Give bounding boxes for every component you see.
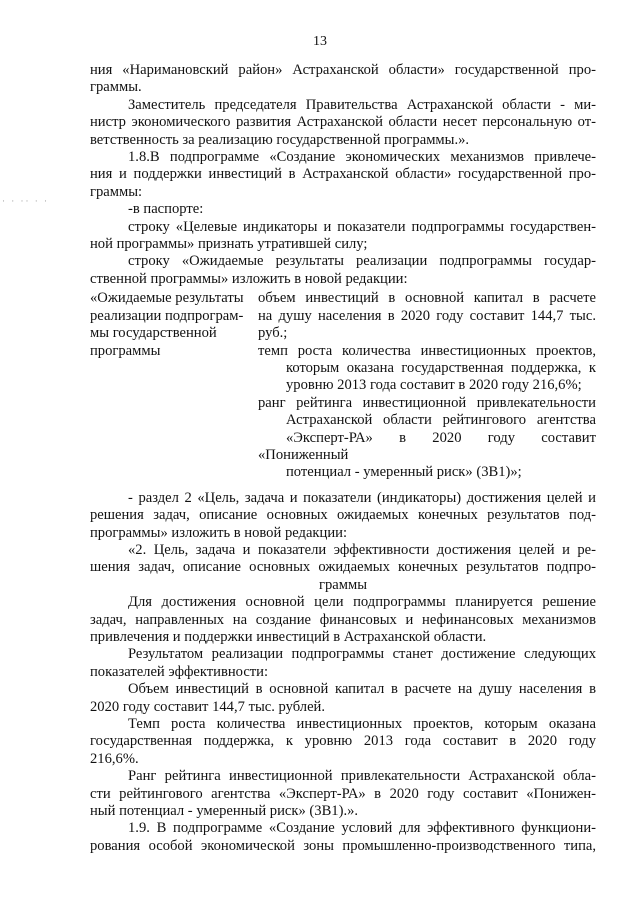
text-line: «Ожидаемые результаты xyxy=(90,290,244,307)
text-line: «Эксперт-РА» в 2020 году составит «Пониженный xyxy=(258,429,596,463)
text-line: Ранг рейтинга инвестиционной привлекательности Астраханской обла- xyxy=(128,768,596,785)
text-line: задач, направленных на создание финансовых и нефинансовых механизмов xyxy=(90,611,596,628)
text-line: 216,6%. xyxy=(90,750,139,767)
text-line: -в паспорте: xyxy=(128,201,204,218)
table-label-cell xyxy=(90,290,258,481)
text-line: которым оказана государственная поддержка, к xyxy=(286,359,596,376)
text-line: привлечения и поддержки инвестиций в Астраханской области. xyxy=(90,629,487,645)
text-line: рования особой экономической зоны промышленно-производственного типа, xyxy=(90,837,596,854)
text-line: объем инвестиций в основной капитал в расчете xyxy=(258,290,596,307)
text-line: 1.9. В подпрограмме «Создание условий для эффективного функциони- xyxy=(128,820,596,837)
section-heading: граммы xyxy=(318,576,368,593)
text-line: Заместитель председателя Правительства Астраханской области - ми- xyxy=(128,96,596,113)
text-line: 2020 году составит 144,7 тыс. рублей. xyxy=(90,698,326,715)
text-line: ственной программы» изложить в новой редакции: xyxy=(90,270,408,287)
document-body xyxy=(90,62,596,855)
text-line: - раздел 2 «Цель, задача и показатели (индикаторы) достижения целей и xyxy=(128,489,596,506)
text-line: ветственность за реализацию государственной программы.». xyxy=(90,131,470,148)
text-line: ранг рейтинга инвестиционной привлекательности xyxy=(258,394,596,411)
text-line: Для достижения основной цели подпрограммы планируется решение xyxy=(128,594,596,611)
text-line: программы xyxy=(90,342,161,359)
text-line: государственная поддержка, к уровню 2013 года составит в 2020 году xyxy=(90,733,596,750)
text-line: ния и поддержки инвестиций в Астраханской области» государственной про- xyxy=(90,166,596,183)
text-line: реализации подпрограм- xyxy=(90,307,244,324)
section-heading: шения задач, описание основных ожидаемых конечных результатов подпро- xyxy=(90,559,596,576)
text-line: Объем инвестиций в основной капитал в расчете на душу населения в xyxy=(128,681,596,698)
text-line: руб.; xyxy=(258,325,288,342)
text-line: нистр экономического развития Астраханской области несет персональную от- xyxy=(90,114,596,131)
section-heading: «2. Цель, задача и показатели эффективности достижения целей и ре- xyxy=(128,541,596,558)
text-line: потенциал - умеренный риск» (3В1)»; xyxy=(286,464,522,481)
text-line: граммы: xyxy=(90,183,143,200)
text-line: сти рейтингового агентства «Эксперт-РА» в 2020 году составит «Понижен- xyxy=(90,785,596,802)
text-line: ния «Наримановский район» Астраханской области» государственной про- xyxy=(90,62,596,78)
table-value-cell xyxy=(258,290,596,481)
page-number: 13 xyxy=(313,34,327,49)
text-line: строку «Целевые индикаторы и показатели подпрограммы государствен- xyxy=(128,218,596,235)
text-line: Результатом реализации подпрограммы станет достижение следующих xyxy=(128,646,596,663)
text-line: ной программы» признать утратившей силу; xyxy=(90,236,368,253)
passport-table xyxy=(90,290,596,481)
text-line: граммы. xyxy=(90,79,142,96)
text-line: показателей эффективности: xyxy=(90,663,269,680)
text-line: мы государственной xyxy=(90,325,217,342)
text-line: темп роста количества инвестиционных проектов, xyxy=(258,342,596,359)
text-line: строку «Ожидаемые результаты реализации подпрограммы государ- xyxy=(128,253,596,270)
text-line: уровню 2013 года составит в 2020 году 216,6%; xyxy=(286,377,582,394)
text-line: 1.8.В подпрограмме «Создание экономических механизмов привлече- xyxy=(128,149,596,166)
text-line: Астраханской области рейтингового агентства xyxy=(286,412,596,429)
text-line: на душу населения в 2020 году составит 144,7 тыс. xyxy=(258,307,596,324)
text-line: Темп роста количества инвестиционных проектов, которым оказана xyxy=(128,716,596,733)
text-line: решения задач, описание основных ожидаемых конечных результатов под- xyxy=(90,507,596,524)
text-line: программы» изложить в новой редакции: xyxy=(90,524,348,541)
margin-mark: · · ·· · · xyxy=(2,196,49,206)
text-line: ный потенциал - умеренный риск» (3В1).». xyxy=(90,803,359,820)
